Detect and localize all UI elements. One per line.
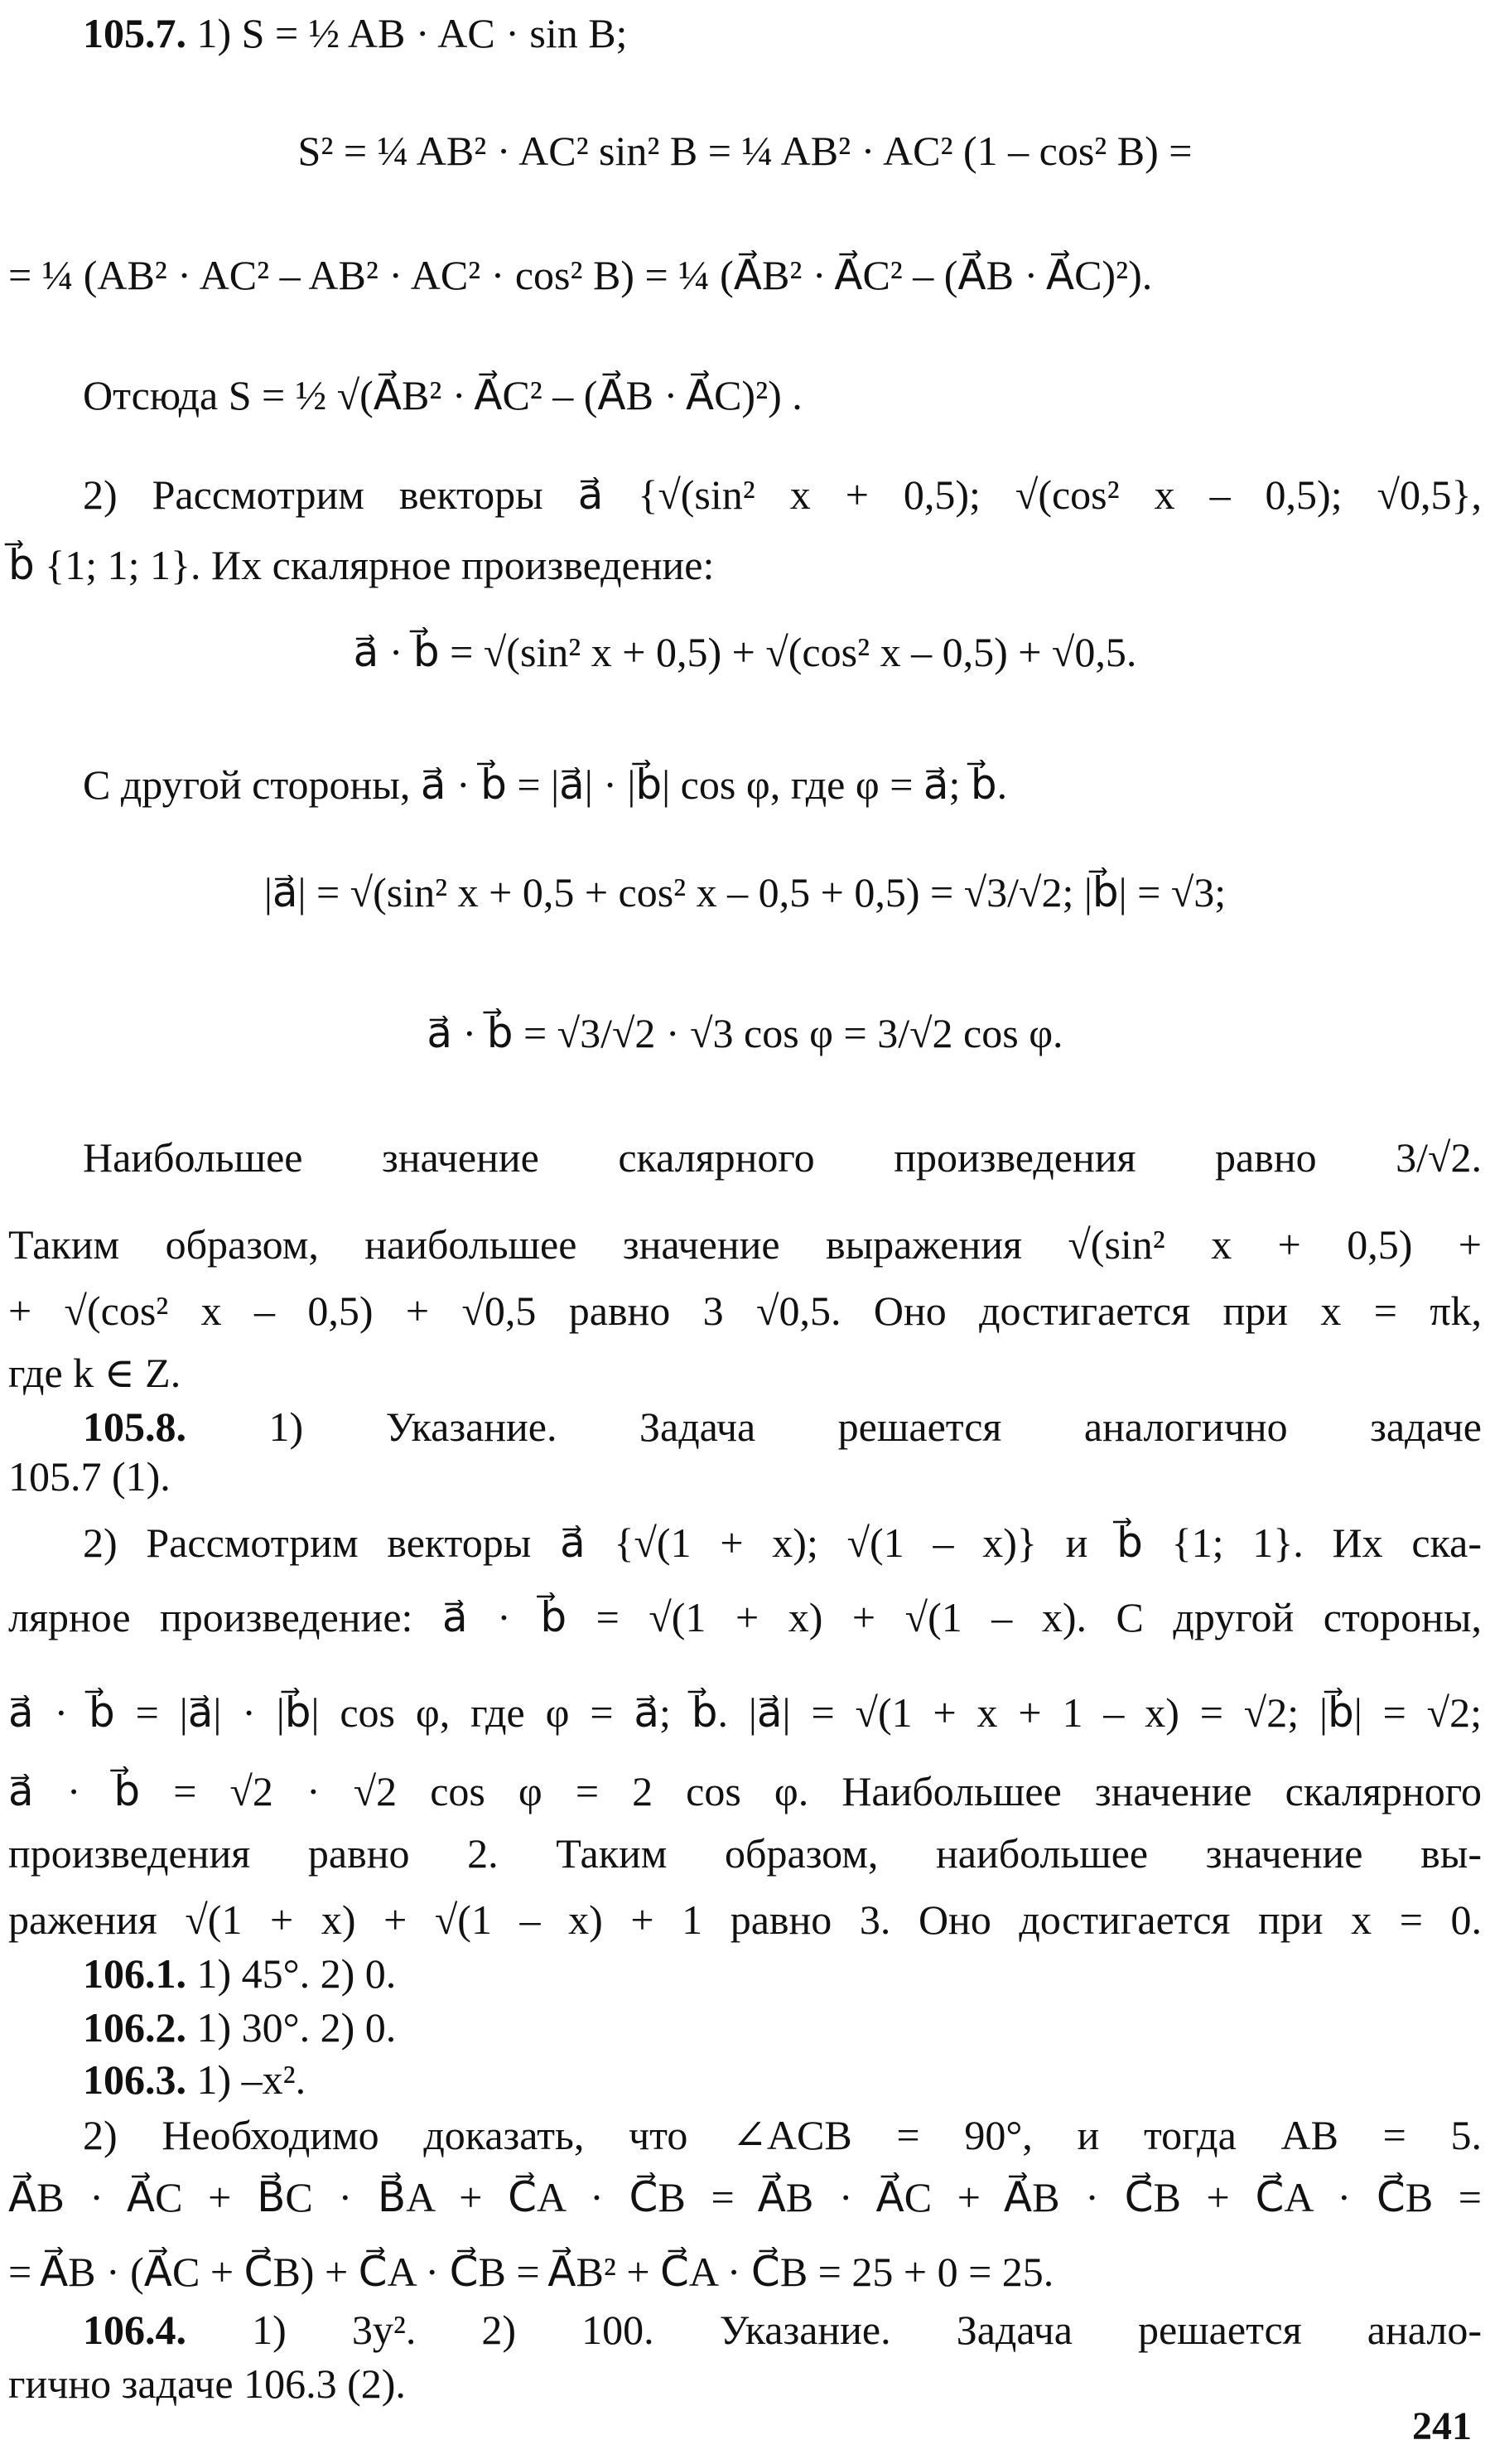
- line-23: [8, 1947, 1482, 2000]
- line-24: [8, 2001, 1482, 2054]
- line-10: a⃗ · b⃗ = √3/√2 · √3 cos φ = 3/√2 cos φ.: [427, 1010, 1063, 1056]
- line-text: 1) 3y². 2) 100. Указание. Задача решается анало-: [186, 2307, 1482, 2353]
- line-08: С другой стороны, a⃗ · b⃗ = |a⃗| · |b⃗| cos φ, где φ = a⃗; b⃗.: [83, 761, 1008, 808]
- line-16: 105.7 (1).: [8, 1453, 171, 1500]
- line-05: 2) Рассмотрим векторы a⃗ {√(sin² x + 0,5); √(cos² x – 0,5); √0,5},: [83, 471, 1482, 518]
- problem-number: 106.3.: [83, 2056, 186, 2103]
- line-28: = A⃗B · (A⃗C + C⃗B) + C⃗A · C⃗B = A⃗B² + C⃗A · C⃗B = 25 + 0 = 25.: [8, 2249, 1054, 2295]
- line-14: где k ∈ Z.: [8, 1350, 181, 1396]
- line-04: Отсюда S = ½ √(A⃗B² · A⃗C² – (A⃗B · A⃗C)²) .: [83, 372, 803, 418]
- line-11: Наибольшее значение скалярного произведения равно 3/√2.: [83, 1134, 1482, 1181]
- line-20: a⃗ · b⃗ = √2 · √2 cos φ = 2 cos φ. Наибольшее значение скалярного: [8, 1768, 1482, 1814]
- line-text: 1) 45°. 2) 0.: [186, 1950, 397, 1997]
- line-17: 2) Рассмотрим векторы a⃗ {√(1 + x); √(1 – x)} и b⃗ {1; 1}. Их ска-: [83, 1519, 1482, 1566]
- line-15: [8, 1400, 1482, 1453]
- line-01: [8, 7, 1482, 60]
- line-text: 1) 30°. 2) 0.: [186, 2004, 397, 2051]
- line-26: 2) Необходимо доказать, что ∠ACB = 90°, и тогда AB = 5.: [83, 2112, 1482, 2158]
- line-text: 1) Указание. Задача решается аналогично задаче: [186, 1404, 1482, 1450]
- line-03: = ¼ (AB² · AC² – AB² · AC² · cos² B) = ¼ (A⃗B² · A⃗C² – (A⃗B · A⃗C)²).: [8, 252, 1153, 298]
- page-number: 241: [1412, 2404, 1472, 2448]
- problem-number: 106.1.: [83, 1950, 186, 1997]
- line-30: гично задаче 106.3 (2).: [8, 2360, 406, 2407]
- line-09: |a⃗| = √(sin² x + 0,5 + cos² x – 0,5 + 0,5) = √3/√2; |b⃗| = √3;: [263, 869, 1227, 916]
- line-29: [8, 2303, 1482, 2356]
- line-19: a⃗ · b⃗ = |a⃗| · |b⃗| cos φ, где φ = a⃗; b⃗. |a⃗| = √(1 + x + 1 – x) = √2; |b⃗| = √2;: [8, 1689, 1482, 1736]
- line-21: произведения равно 2. Таким образом, наибольшее значение вы-: [8, 1830, 1482, 1877]
- line-18: лярное произведение: a⃗ · b⃗ = √(1 + x) + √(1 – x). С другой стороны,: [8, 1594, 1482, 1640]
- line-27: A⃗B · A⃗C + B⃗C · B⃗A + C⃗A · C⃗B = A⃗B · A⃗C + A⃗B · C⃗B + C⃗A · C⃗B =: [8, 2174, 1482, 2220]
- line-text: 1) S = ½ AB · AC · sin B;: [186, 10, 628, 56]
- problem-number: 106.2.: [83, 2004, 186, 2051]
- line-22: ражения √(1 + x) + √(1 – x) + 1 равно 3. Оно достигается при x = 0.: [8, 1896, 1482, 1943]
- line-12: Таким образом, наибольшее значение выражения √(sin² x + 0,5) +: [8, 1221, 1482, 1268]
- problem-number: 105.7.: [83, 10, 186, 56]
- line-06: b⃗ {1; 1; 1}. Их скалярное произведение:: [8, 542, 715, 588]
- line-13: + √(cos² x – 0,5) + √0,5 равно 3 √0,5. Оно достигается при x = πk,: [8, 1288, 1482, 1334]
- line-02: S² = ¼ AB² · AC² sin² B = ¼ AB² · AC² (1 – cos² B) =: [297, 128, 1193, 174]
- problem-number: 105.8.: [83, 1404, 186, 1450]
- line-07: a⃗ · b⃗ = √(sin² x + 0,5) + √(cos² x – 0,5) + √0,5.: [353, 629, 1137, 675]
- line-25: [8, 2053, 1482, 2106]
- line-text: 1) –x².: [186, 2056, 306, 2103]
- problem-number: 106.4.: [83, 2307, 186, 2353]
